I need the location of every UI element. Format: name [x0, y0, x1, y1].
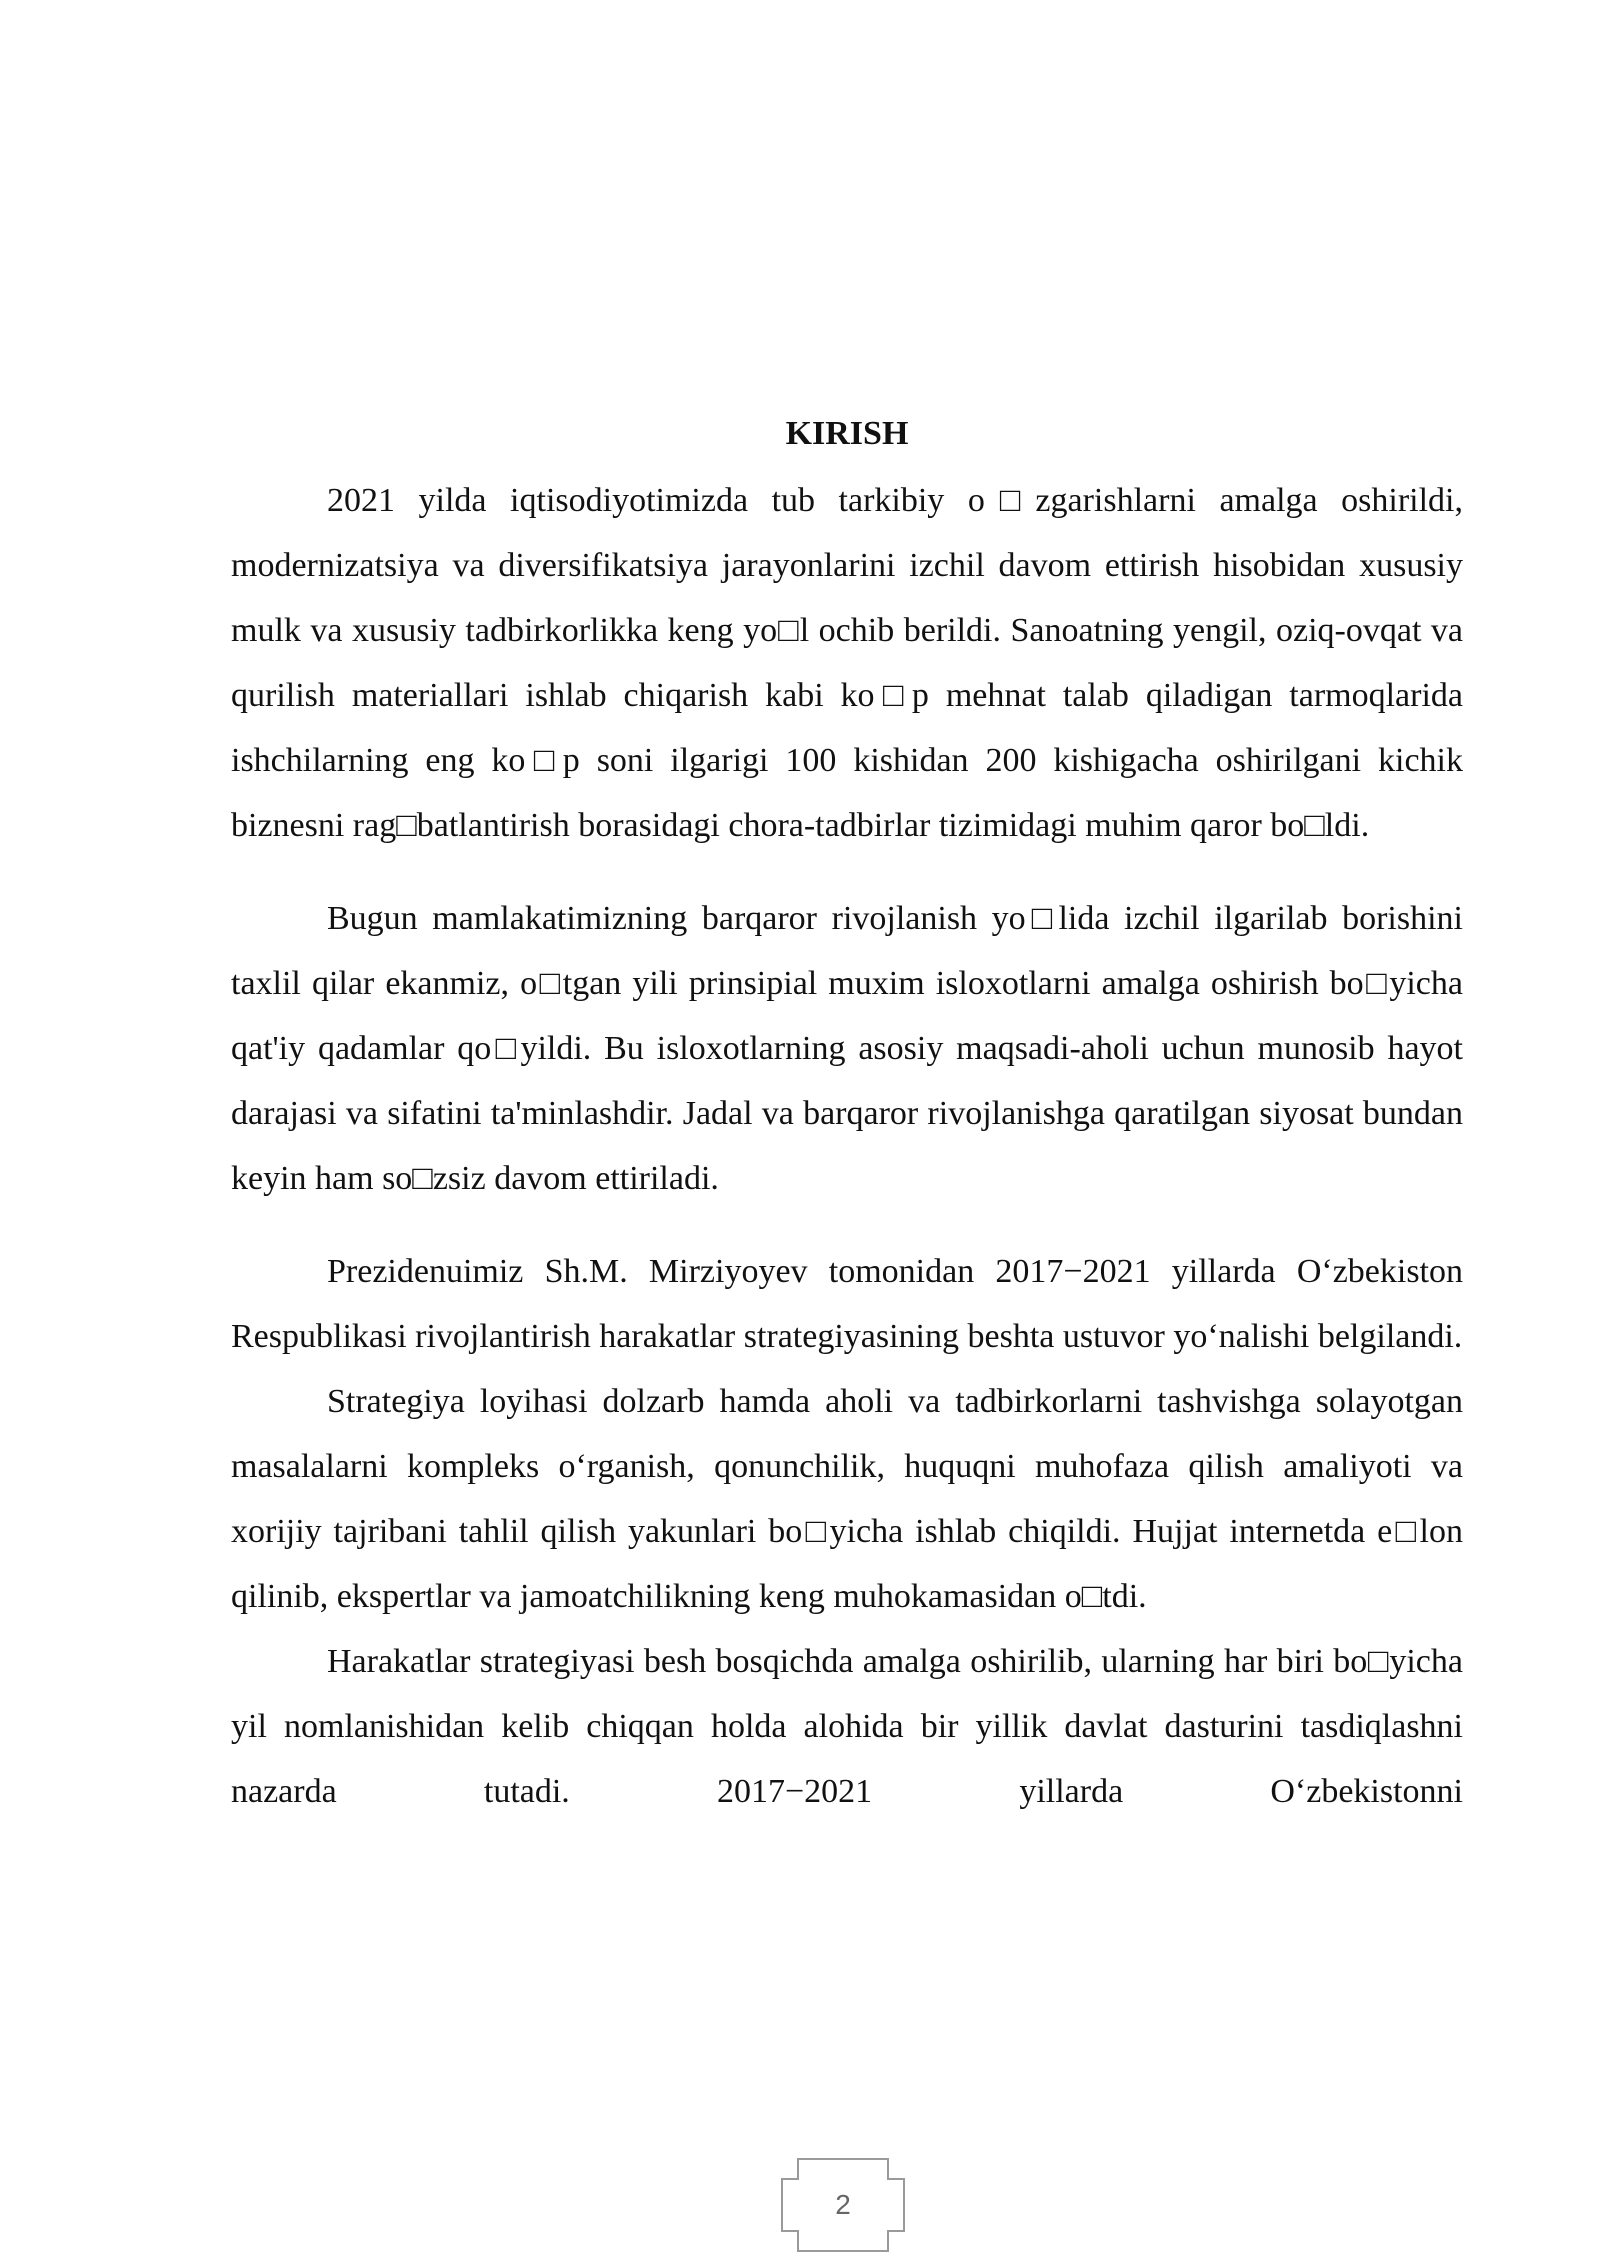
paragraph-4: Strategiya loyihasi dolzarb hamda aholi va tadbirkorlarni tashvishga solayotgan masalalarni kompleks o‘rganish, qonunchilik, huquqni muhofaza qilish amaliyoti va xorijiy tajribani tahlil qilish yakunlari bo□yicha ishlab chiqildi. Hujjat internetda e□lon qilinib, ekspertlar va jamoatchilikning keng muhokamasidan o□tdi. [231, 1383, 1463, 1615]
page-number: 2 [835, 2189, 851, 2220]
paragraph-2: Bugun mamlakatimizning barqaror rivojlanish yo□lida izchil ilgarilab borishini taxlil qilar ekanmiz, o□tgan yili prinsipial muxim isloxotlarni amalga oshirish bo□yicha qat'iy qadamlar qo□yildi. Bu isloxotlarning asosiy maqsadi-aholi uchun munosib hayot darajasi va sifatini ta'minlashdir. Jadal va barqaror rivojlanishga qaratilgan siyosat bundan keyin ham so□zsiz davom ettiriladi. [231, 900, 1463, 1197]
section-heading: KIRISH [785, 415, 909, 452]
paragraph-3: Prezidenuimiz Sh.M. Mirziyoyev tomonidan 2017−2021 yillarda O‘zbekiston Respublikasi rivojlantirish harakatlar strategiyasining beshta ustuvor yo‘nalishi belgilandi. [231, 1253, 1463, 1355]
document-body [231, 412, 1463, 1824]
page-number-frame [780, 2157, 906, 2253]
paragraph-5: Harakatlar strategiyasi besh bosqichda amalga oshirilib, ularning har biri bo□yicha yil nomlanishidan kelib chiqqan holda alohida bir yillik davlat dasturini tasdiqlashni nazarda tutadi. 2017−2021 yillarda O‘zbekistonni [231, 1643, 1463, 1810]
paragraph-1: 2021 yilda iqtisodiyotimizda tub tarkibiy o□zgarishlarni amalga oshirildi, modernizatsiya va diversifikatsiya jarayonlarini izchil davom ettirish hisobidan xususiy mulk va xususiy tadbirkorlikka keng yo□l ochib berildi. Sanoatning yengil, oziq-ovqat va qurilish materiallari ishlab chiqarish kabi ko□p mehnat talab qiladigan tarmoqlarida ishchilarning eng ko□p soni ilgarigi 100 kishidan 200 kishigacha oshirilgani kichik biznesni rag□batlantirish borasidagi chora-tadbirlar tizimidagi muhim qaror bo□ldi. [231, 482, 1463, 844]
